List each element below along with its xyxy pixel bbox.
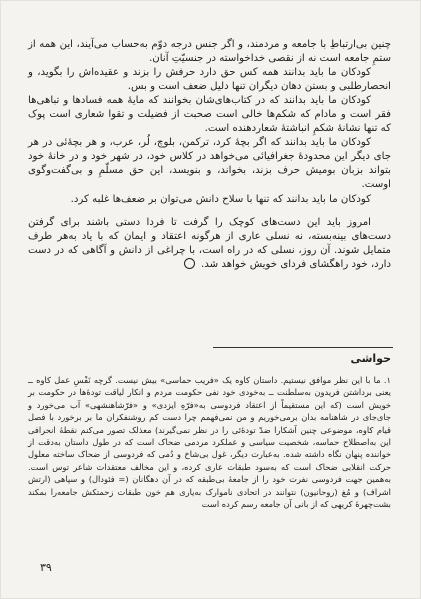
main-text	[28, 38, 391, 272]
end-of-section-mark	[184, 258, 195, 269]
notes-title: حواشی	[350, 352, 391, 365]
paragraph-2: کودکان ما باید بدانند همه کس حق دارد حرفش را بزند و عقیده‌اش را بگوید، و انحصارطلبی و بستن دهان دیگران تنها دلیل ضعف است و بس.	[28, 67, 391, 93]
paragraph-3: کودکان ما باید بدانند که در کتاب‌های‌شان بخوانند که مایهٔ همه فسادها و تباهی‌ها فقر است و مادام که شکم‌ها خالی است صحبت از فضیلت و تقوا شعاری است پوک که تنها نشانهٔ شکمِ انباشتهٔ شعاردهنده است.	[28, 95, 391, 135]
paragraph-4: کودکان ما باید بدانند که اگر بچهٔ کرد، ترکمن، بلوچ، لُر، عرب، و هر بچهٔ‌ئی در هر جای دیگر این محدودهٔ جغرافیائی می‌خواهد در کلاس خود، در شهر خود و در خانهٔ خود بتواند بزبان بومیش حرف بزند، بخواند، و بنویسد، این حق مسلّمِ و بی‌گفت‌وگوی اوست.	[28, 137, 391, 191]
paragraph-5: کودکان ما باید بدانند که تنها با سلاح دانش می‌توان بر ضعف‌ها غلبه کرد.	[70, 193, 371, 205]
notes-divider	[213, 347, 393, 348]
paragraph-6-text: امروز باید این دست‌های کوچک را گرفت تا فردا دستی باشند برای گرفتن دست‌های بینه‌بسته، نه نسلی عاری از هرگونه اعتقاد و ایمان که با یاد به‌هر طرف متمایل شوند. آن روز، نسلی که در راه است، با چراغی از دانش و آگاهی که در دست دارد، خود راهگشای فردای خویش خواهد شد.	[28, 216, 391, 270]
page-number: ۳۹	[40, 561, 52, 574]
paragraph-1: چنین بی‌ارتباطِ با جامعه و مردمند، و اگر جنس درجه دوّم به‌حساب می‌آیند، این همه از ستمِ جامعه است نه از نقصی خداخواسته در جنسیّتِ آنان.	[28, 39, 391, 65]
paragraph-6	[28, 216, 391, 272]
footnote-1: ۱. ما با این نظر موافق نیستیم. داستان کاوه یک «فریب حماسی» بیش نیست. گرچه نَفْسِ عمل کاوه ــ یعنی برداشتن فریدون به‌سلطنت ــ به‌خودی خود نفی حکومت مردم و انکار لیاقت تودهٔ‌ها در حکومت بر خویش است (که این مستقیماً از اعتقاد فردوسی به«فرّهِ ایزدی» و «فرّشاهنشهی» آب می‌خورد و جای‌جای در شاهنامه بدان برمی‌خوریم و من نمی‌فهمم چرا دست کم روشنفکران ما بر برخورد با فصل قیام کاوه، موضوعی چنین آشکارا ضدّ تودهٔ‌ئی را در نظر نمی‌گیرند) معذلک تصور می‌کنم نقطهٔ انحرافی این به‌اصطلاح حماسه، شخصیت سیاسی و عملکرد مردمی ضحاک است که در طول داستان به‌دقت از خواننده پنهان نگاه داشته شده. به‌عبارت دیگر، غول بی‌شاخ و دُمی که فردوسی از ضحاک ساخته معلول حرکت انقلابی ضحاک است که به‌سود طبقات عاری کرده، و این مخالف معتقدات شاعر توس است. به‌همین جهت فردوسی نفرت خود را از جامعهٔ بی‌طبقه که در آن دهگانان (= فئودال) و سپاهی (ارتش اشراف) و مُغ (روحانیون) نتوانند در اتحادی ناموارک به‌یاری هم خون طبقات زحمتکش جامعه‌را بمکند بشت‌چهرهٔ کریهی که از بانی آن جامعه رسم کرده است	[28, 375, 391, 510]
